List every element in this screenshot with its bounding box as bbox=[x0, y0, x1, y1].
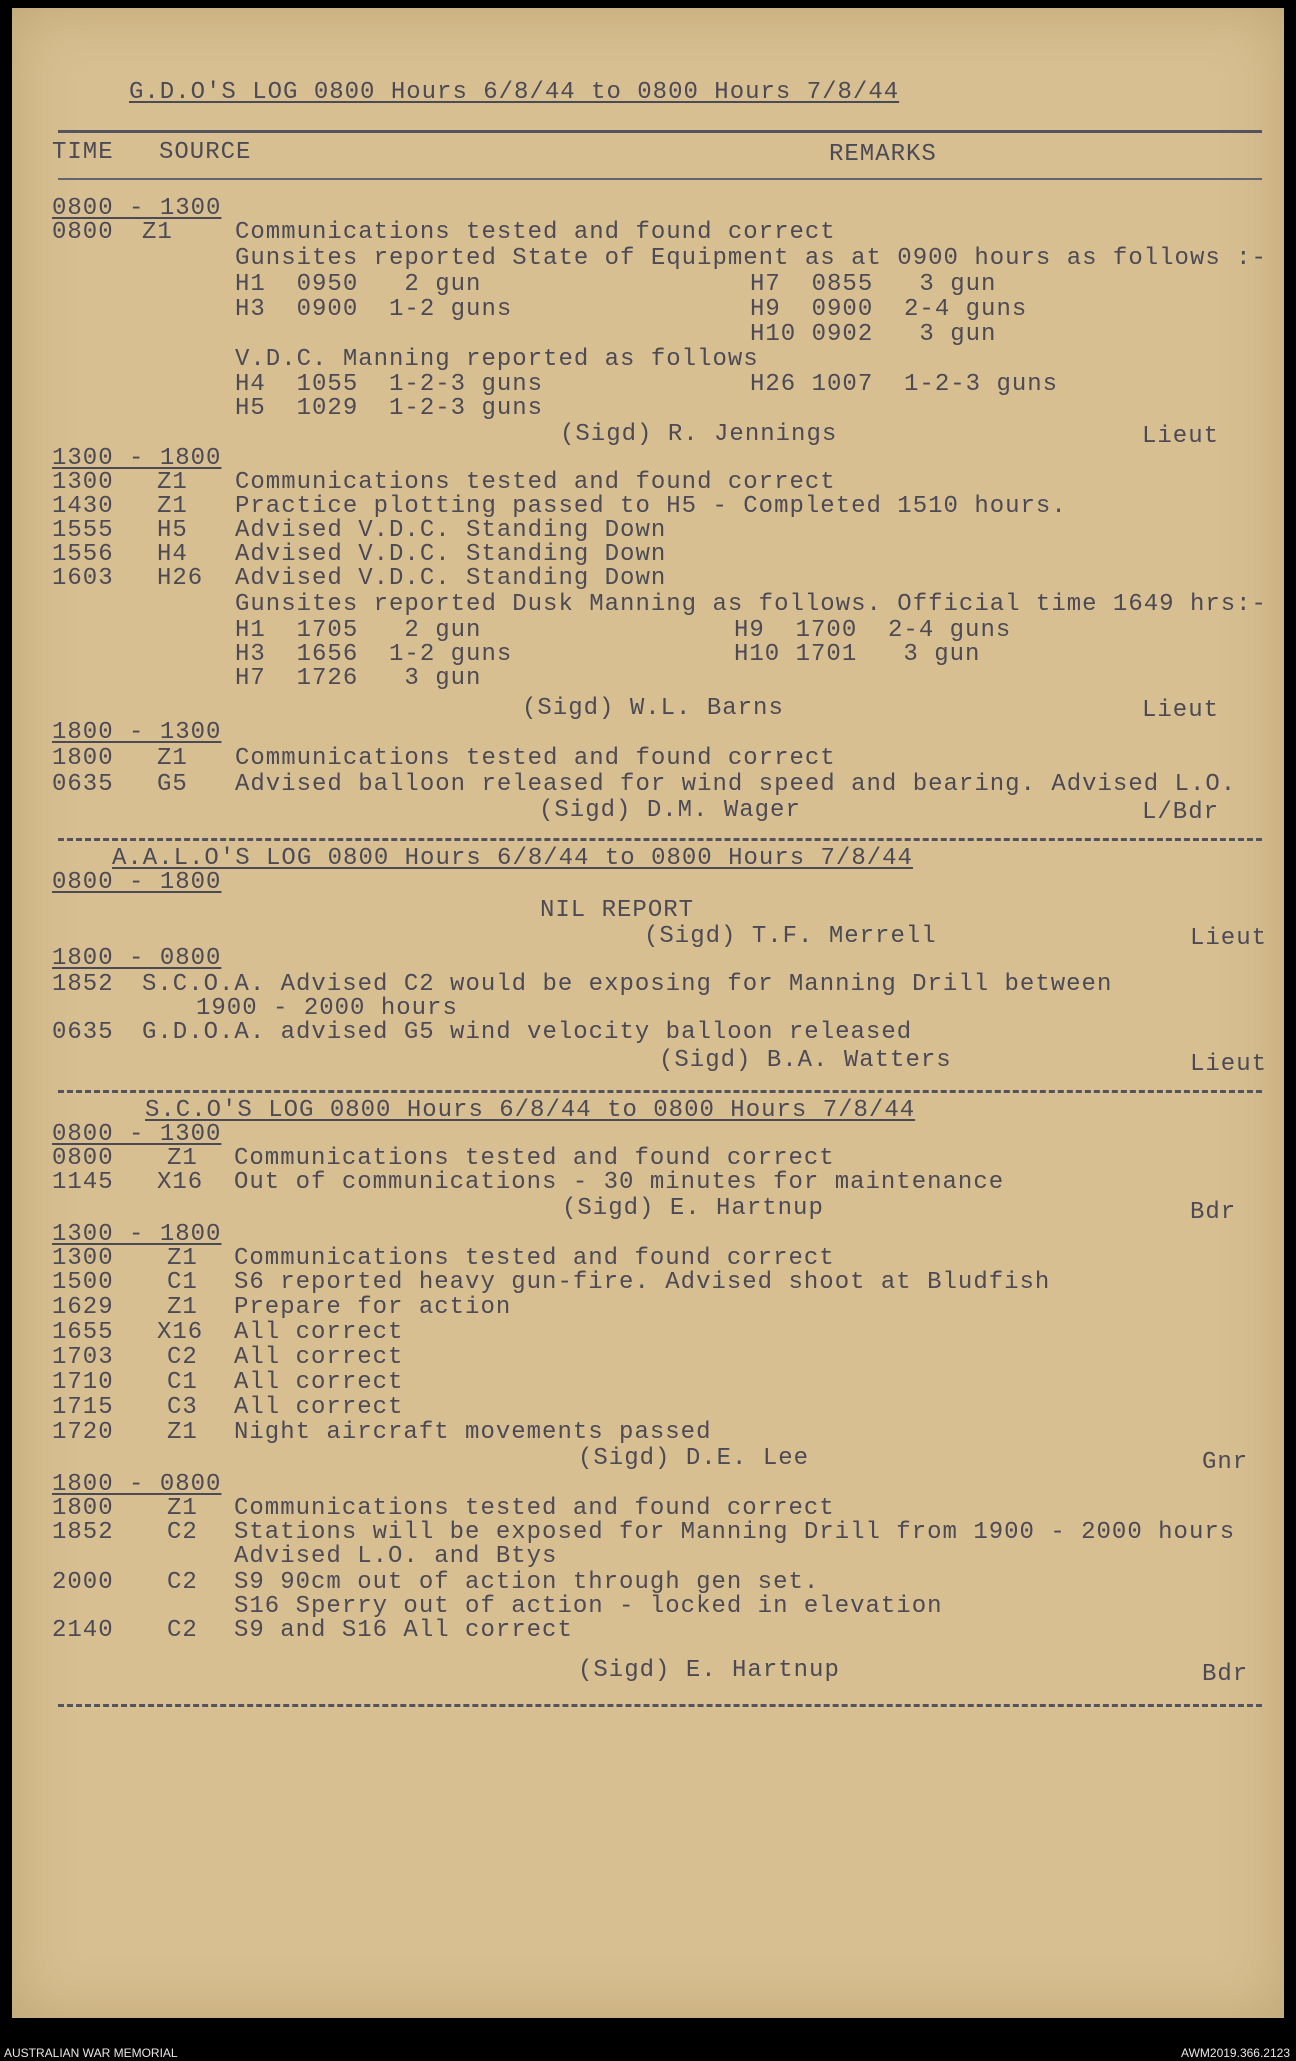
log-sheet bbox=[12, 8, 1284, 2018]
entry-source: Z1 bbox=[167, 1294, 198, 1321]
signature: (Sigd) W.L. Barns bbox=[522, 695, 784, 722]
signature: (Sigd) T.F. Merrell bbox=[644, 923, 937, 950]
section-divider bbox=[58, 1704, 1262, 1707]
entry-remark: Gunsites reported State of Equipment as at 0900 hours as follows :- bbox=[235, 245, 1267, 272]
signature-rank: L/Bdr bbox=[1142, 799, 1220, 826]
manning-line: H7 1726 3 gun bbox=[235, 665, 482, 692]
entry-remark: Communications tested and found correct bbox=[235, 745, 836, 772]
entry-remark: Stations will be exposed for Manning Drill from 1900 - 2000 hours bbox=[234, 1519, 1236, 1546]
signature: (Sigd) B.A. Watters bbox=[659, 1047, 952, 1074]
entry-time: 0800 bbox=[52, 1145, 114, 1172]
entry-remark: 1900 - 2000 hours bbox=[196, 995, 458, 1022]
entry-remark: All correct bbox=[234, 1394, 404, 1421]
entry-time: 2140 bbox=[52, 1617, 114, 1644]
entry-source: C2 bbox=[167, 1344, 198, 1371]
entry-source: Z1 bbox=[142, 219, 173, 246]
entry-remark: Advised L.O. and Btys bbox=[234, 1543, 558, 1570]
entry-remark: Out of communications - 30 minutes for maintenance bbox=[234, 1169, 1005, 1196]
entry-time: 1300 bbox=[52, 1245, 114, 1272]
entry-source: H5 bbox=[157, 517, 188, 544]
nil-report: NIL REPORT bbox=[540, 897, 695, 924]
manning-line: H1 1705 2 gun bbox=[235, 617, 482, 644]
signature: (Sigd) D.E. Lee bbox=[578, 1445, 810, 1472]
entry-remark: S9 and S16 All correct bbox=[234, 1617, 573, 1644]
entry-time: 0800 bbox=[52, 219, 114, 246]
period-heading: 0800 - 1300 bbox=[52, 195, 222, 222]
signature-rank: Gnr bbox=[1202, 1449, 1249, 1476]
entry-time: 1800 bbox=[52, 1495, 114, 1522]
signature-rank: Bdr bbox=[1202, 1661, 1249, 1688]
entry-remark: Advised V.D.C. Standing Down bbox=[235, 565, 667, 592]
manning-line: H4 1055 1-2-3 guns bbox=[235, 371, 544, 398]
entry-source: Z1 bbox=[167, 1419, 198, 1446]
manning-line: H10 1701 3 gun bbox=[734, 641, 981, 668]
entry-time: 1852 bbox=[52, 1519, 114, 1546]
manning-line: H3 1656 1-2 guns bbox=[235, 641, 513, 668]
period-heading: 1800 - 1300 bbox=[52, 719, 222, 746]
period-heading: 0800 - 1300 bbox=[52, 1121, 222, 1148]
entry-time: 1145 bbox=[52, 1169, 114, 1196]
header-rule bbox=[58, 130, 1262, 133]
col-remarks-header: REMARKS bbox=[829, 141, 937, 168]
entry-remark: Communications tested and found correct bbox=[235, 219, 836, 246]
entry-time: 2000 bbox=[52, 1569, 114, 1596]
entry-remark: Advised V.D.C. Standing Down bbox=[235, 517, 667, 544]
section-divider bbox=[58, 838, 1262, 841]
entry-source: C1 bbox=[167, 1269, 198, 1296]
entry-time: 1703 bbox=[52, 1344, 114, 1371]
signature-rank: Lieut bbox=[1142, 697, 1220, 724]
entry-remark: Night aircraft movements passed bbox=[234, 1419, 712, 1446]
signature: (Sigd) E. Hartnup bbox=[578, 1657, 840, 1684]
equipment-line: H3 0900 1-2 guns bbox=[235, 296, 513, 323]
manning-line: H26 1007 1-2-3 guns bbox=[750, 371, 1059, 398]
archive-credit: AUSTRALIAN WAR MEMORIAL bbox=[4, 2046, 178, 2060]
entry-remark: V.D.C. Manning reported as follows bbox=[235, 346, 759, 373]
entry-remark: S16 Sperry out of action - locked in elevation bbox=[234, 1593, 943, 1620]
col-source-header: SOURCE bbox=[159, 139, 252, 166]
col-time-header: TIME bbox=[52, 139, 114, 166]
gdo-log-title: G.D.O'S LOG 0800 Hours 6/8/44 to 0800 Hours 7/8/44 bbox=[129, 79, 900, 106]
entry-time: 1852 bbox=[52, 971, 114, 998]
entry-remark: Practice plotting passed to H5 - Completed 1510 hours. bbox=[235, 493, 1067, 520]
entry-time: 1715 bbox=[52, 1394, 114, 1421]
entry-source: Z1 bbox=[167, 1495, 198, 1522]
period-heading: 1300 - 1800 bbox=[52, 1221, 222, 1248]
signature-rank: Lieut bbox=[1190, 1051, 1268, 1078]
entry-remark: Gunsites reported Dusk Manning as follows. Official time 1649 hrs:- bbox=[235, 591, 1267, 618]
entry-time: 1655 bbox=[52, 1319, 114, 1346]
entry-remark: All correct bbox=[234, 1319, 404, 1346]
entry-source: H26 bbox=[157, 565, 204, 592]
entry-source: X16 bbox=[157, 1169, 204, 1196]
entry-time: 1720 bbox=[52, 1419, 114, 1446]
entry-time: 1629 bbox=[52, 1294, 114, 1321]
entry-source: X16 bbox=[157, 1319, 204, 1346]
entry-source: Z1 bbox=[157, 745, 188, 772]
entry-source: Z1 bbox=[167, 1245, 198, 1272]
entry-time: 1800 bbox=[52, 745, 114, 772]
entry-source: C1 bbox=[167, 1369, 198, 1396]
header-underline bbox=[58, 178, 1262, 180]
entry-remark: S6 reported heavy gun-fire. Advised shoot at Bludfish bbox=[234, 1269, 1051, 1296]
period-heading: 1800 - 0800 bbox=[52, 1471, 222, 1498]
entry-remark: All correct bbox=[234, 1344, 404, 1371]
period-heading: 1800 - 0800 bbox=[52, 945, 222, 972]
entry-source: C2 bbox=[167, 1519, 198, 1546]
entry-remark: S9 90cm out of action through gen set. bbox=[234, 1569, 820, 1596]
entry-remark: Prepare for action bbox=[234, 1294, 512, 1321]
entry-remark: G.D.O.A. advised G5 wind velocity balloon released bbox=[142, 1019, 913, 1046]
manning-line: H5 1029 1-2-3 guns bbox=[235, 395, 544, 422]
entry-source: Z1 bbox=[157, 493, 188, 520]
entry-source: H4 bbox=[157, 541, 188, 568]
entry-remark: Communications tested and found correct bbox=[234, 1245, 835, 1272]
section-divider bbox=[58, 1090, 1262, 1093]
signature: (Sigd) D.M. Wager bbox=[539, 797, 801, 824]
signature: (Sigd) R. Jennings bbox=[560, 421, 838, 448]
entry-source: C2 bbox=[167, 1617, 198, 1644]
sco-log-title: S.C.O'S LOG 0800 Hours 6/8/44 to 0800 Hours 7/8/44 bbox=[145, 1097, 916, 1124]
entry-time: 1500 bbox=[52, 1269, 114, 1296]
entry-source: G5 bbox=[157, 771, 188, 798]
entry-source: C2 bbox=[167, 1569, 198, 1596]
signature-rank: Lieut bbox=[1142, 423, 1220, 450]
equipment-line: H9 0900 2-4 guns bbox=[750, 296, 1028, 323]
entry-remark: Communications tested and found correct bbox=[234, 1495, 835, 1522]
entry-time: 1556 bbox=[52, 541, 114, 568]
entry-remark: Advised V.D.C. Standing Down bbox=[235, 541, 667, 568]
equipment-line: H10 0902 3 gun bbox=[750, 321, 997, 348]
entry-time: 1603 bbox=[52, 565, 114, 592]
signature-rank: Lieut bbox=[1190, 925, 1268, 952]
equipment-line: H1 0950 2 gun bbox=[235, 271, 482, 298]
entry-time: 1300 bbox=[52, 469, 114, 496]
manning-line: H9 1700 2-4 guns bbox=[734, 617, 1012, 644]
entry-remark: All correct bbox=[234, 1369, 404, 1396]
entry-source: C3 bbox=[167, 1394, 198, 1421]
entry-remark: S.C.O.A. Advised C2 would be exposing for Manning Drill between bbox=[142, 971, 1113, 998]
entry-remark: Communications tested and found correct bbox=[235, 469, 836, 496]
entry-time: 1710 bbox=[52, 1369, 114, 1396]
entry-remark: Advised balloon released for wind speed and bearing. Advised L.O. bbox=[235, 771, 1237, 798]
period-heading: 1300 - 1800 bbox=[52, 445, 222, 472]
equipment-line: H7 0855 3 gun bbox=[750, 271, 997, 298]
entry-time: 1430 bbox=[52, 493, 114, 520]
entry-time: 1555 bbox=[52, 517, 114, 544]
entry-source: Z1 bbox=[167, 1145, 198, 1172]
aalo-log-title: A.A.L.O'S LOG 0800 Hours 6/8/44 to 0800 Hours 7/8/44 bbox=[112, 845, 913, 872]
entry-time: 0635 bbox=[52, 1019, 114, 1046]
entry-remark: Communications tested and found correct bbox=[234, 1145, 835, 1172]
period-heading: 0800 - 1800 bbox=[52, 869, 222, 896]
signature: (Sigd) E. Hartnup bbox=[562, 1195, 824, 1222]
signature-rank: Bdr bbox=[1190, 1199, 1237, 1226]
archive-reference: AWM2019.366.2123 bbox=[1181, 2046, 1290, 2060]
entry-source: Z1 bbox=[157, 469, 188, 496]
entry-time: 0635 bbox=[52, 771, 114, 798]
